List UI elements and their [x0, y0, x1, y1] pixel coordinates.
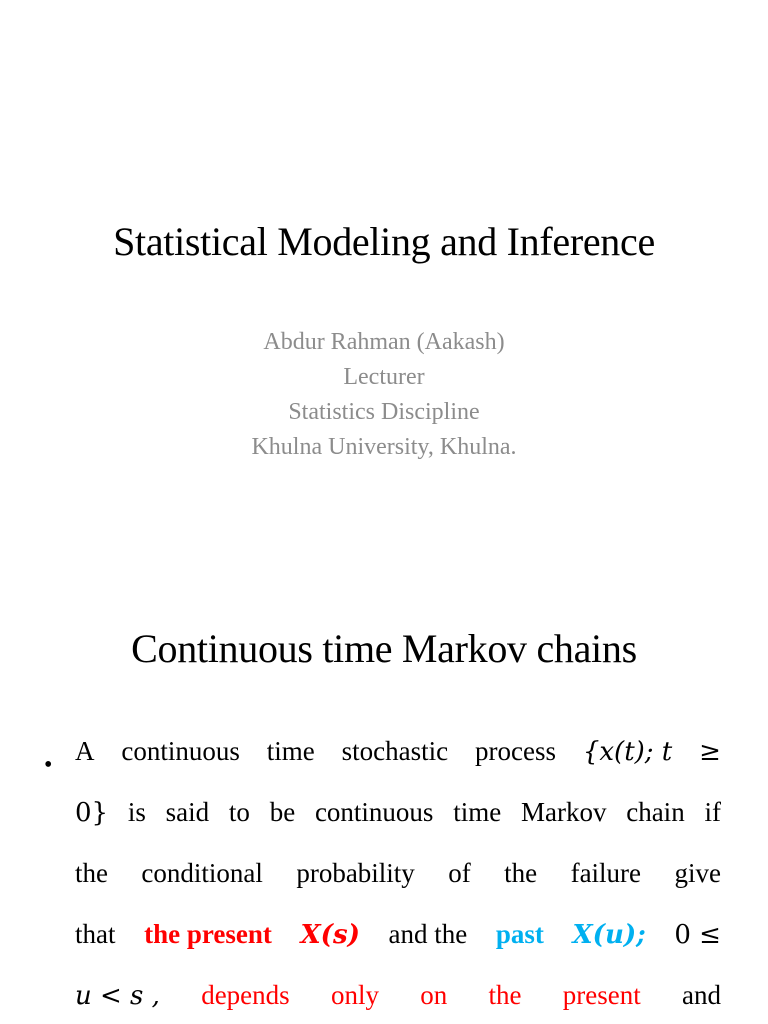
word: give	[674, 858, 721, 888]
word: and the	[388, 919, 468, 949]
text-line-1	[75, 721, 721, 782]
word: said	[165, 797, 210, 827]
word: the	[75, 858, 108, 888]
department-name: Statistics Discipline	[288, 399, 480, 425]
emphasis-word: only	[330, 980, 379, 1010]
author-name: Abdur Rahman (Aakash)	[263, 329, 505, 355]
emphasis-word: on	[420, 980, 448, 1010]
word: A	[75, 736, 95, 766]
process-notation: {x(t); t	[582, 737, 673, 767]
word: and	[682, 980, 721, 1010]
geq-symbol: ≥	[699, 737, 721, 767]
present-state-notation: X(s)	[300, 920, 360, 950]
emphasis-word: the	[488, 980, 522, 1010]
word: is	[127, 797, 146, 827]
text-line-5	[75, 965, 721, 1024]
bullet-marker: •	[44, 752, 53, 778]
word: continuous	[314, 797, 434, 827]
content-slide	[0, 576, 768, 1024]
word: to	[228, 797, 250, 827]
emphasis-word: present	[562, 980, 641, 1010]
bullet-text	[75, 721, 721, 1024]
text-line-3	[75, 843, 721, 904]
word: Markov	[520, 797, 607, 827]
word: time	[266, 736, 315, 766]
word: failure	[570, 858, 642, 888]
word: process	[474, 736, 556, 766]
word: stochastic	[341, 736, 449, 766]
word: chain	[626, 797, 685, 827]
word: time	[453, 797, 502, 827]
slide-title: Statistical Modeling and Inference	[113, 219, 655, 264]
word: conditional	[141, 858, 263, 888]
zero-leq: 0 ≤	[674, 920, 721, 950]
word: that	[75, 919, 116, 949]
text-line-4	[75, 904, 721, 965]
present-emphasis: the present	[144, 919, 272, 949]
slide-subtitle	[0, 325, 768, 465]
word: continuous	[121, 736, 240, 766]
word: the	[504, 858, 538, 888]
time-order-notation: u < s ,	[75, 981, 160, 1011]
past-emphasis: past	[495, 919, 544, 949]
zero-brace: 0}	[75, 798, 109, 828]
slide-title: Continuous time Markov chains	[131, 626, 637, 671]
word: if	[704, 797, 721, 827]
institution-name: Khulna University, Khulna.	[251, 434, 517, 460]
text-line-2	[75, 782, 721, 843]
past-state-notation: X(u);	[572, 920, 646, 950]
word: probability	[296, 858, 415, 888]
author-role: Lecturer	[343, 364, 425, 390]
emphasis-word: depends	[201, 980, 290, 1010]
word: of	[448, 858, 471, 888]
word: be	[269, 797, 296, 827]
